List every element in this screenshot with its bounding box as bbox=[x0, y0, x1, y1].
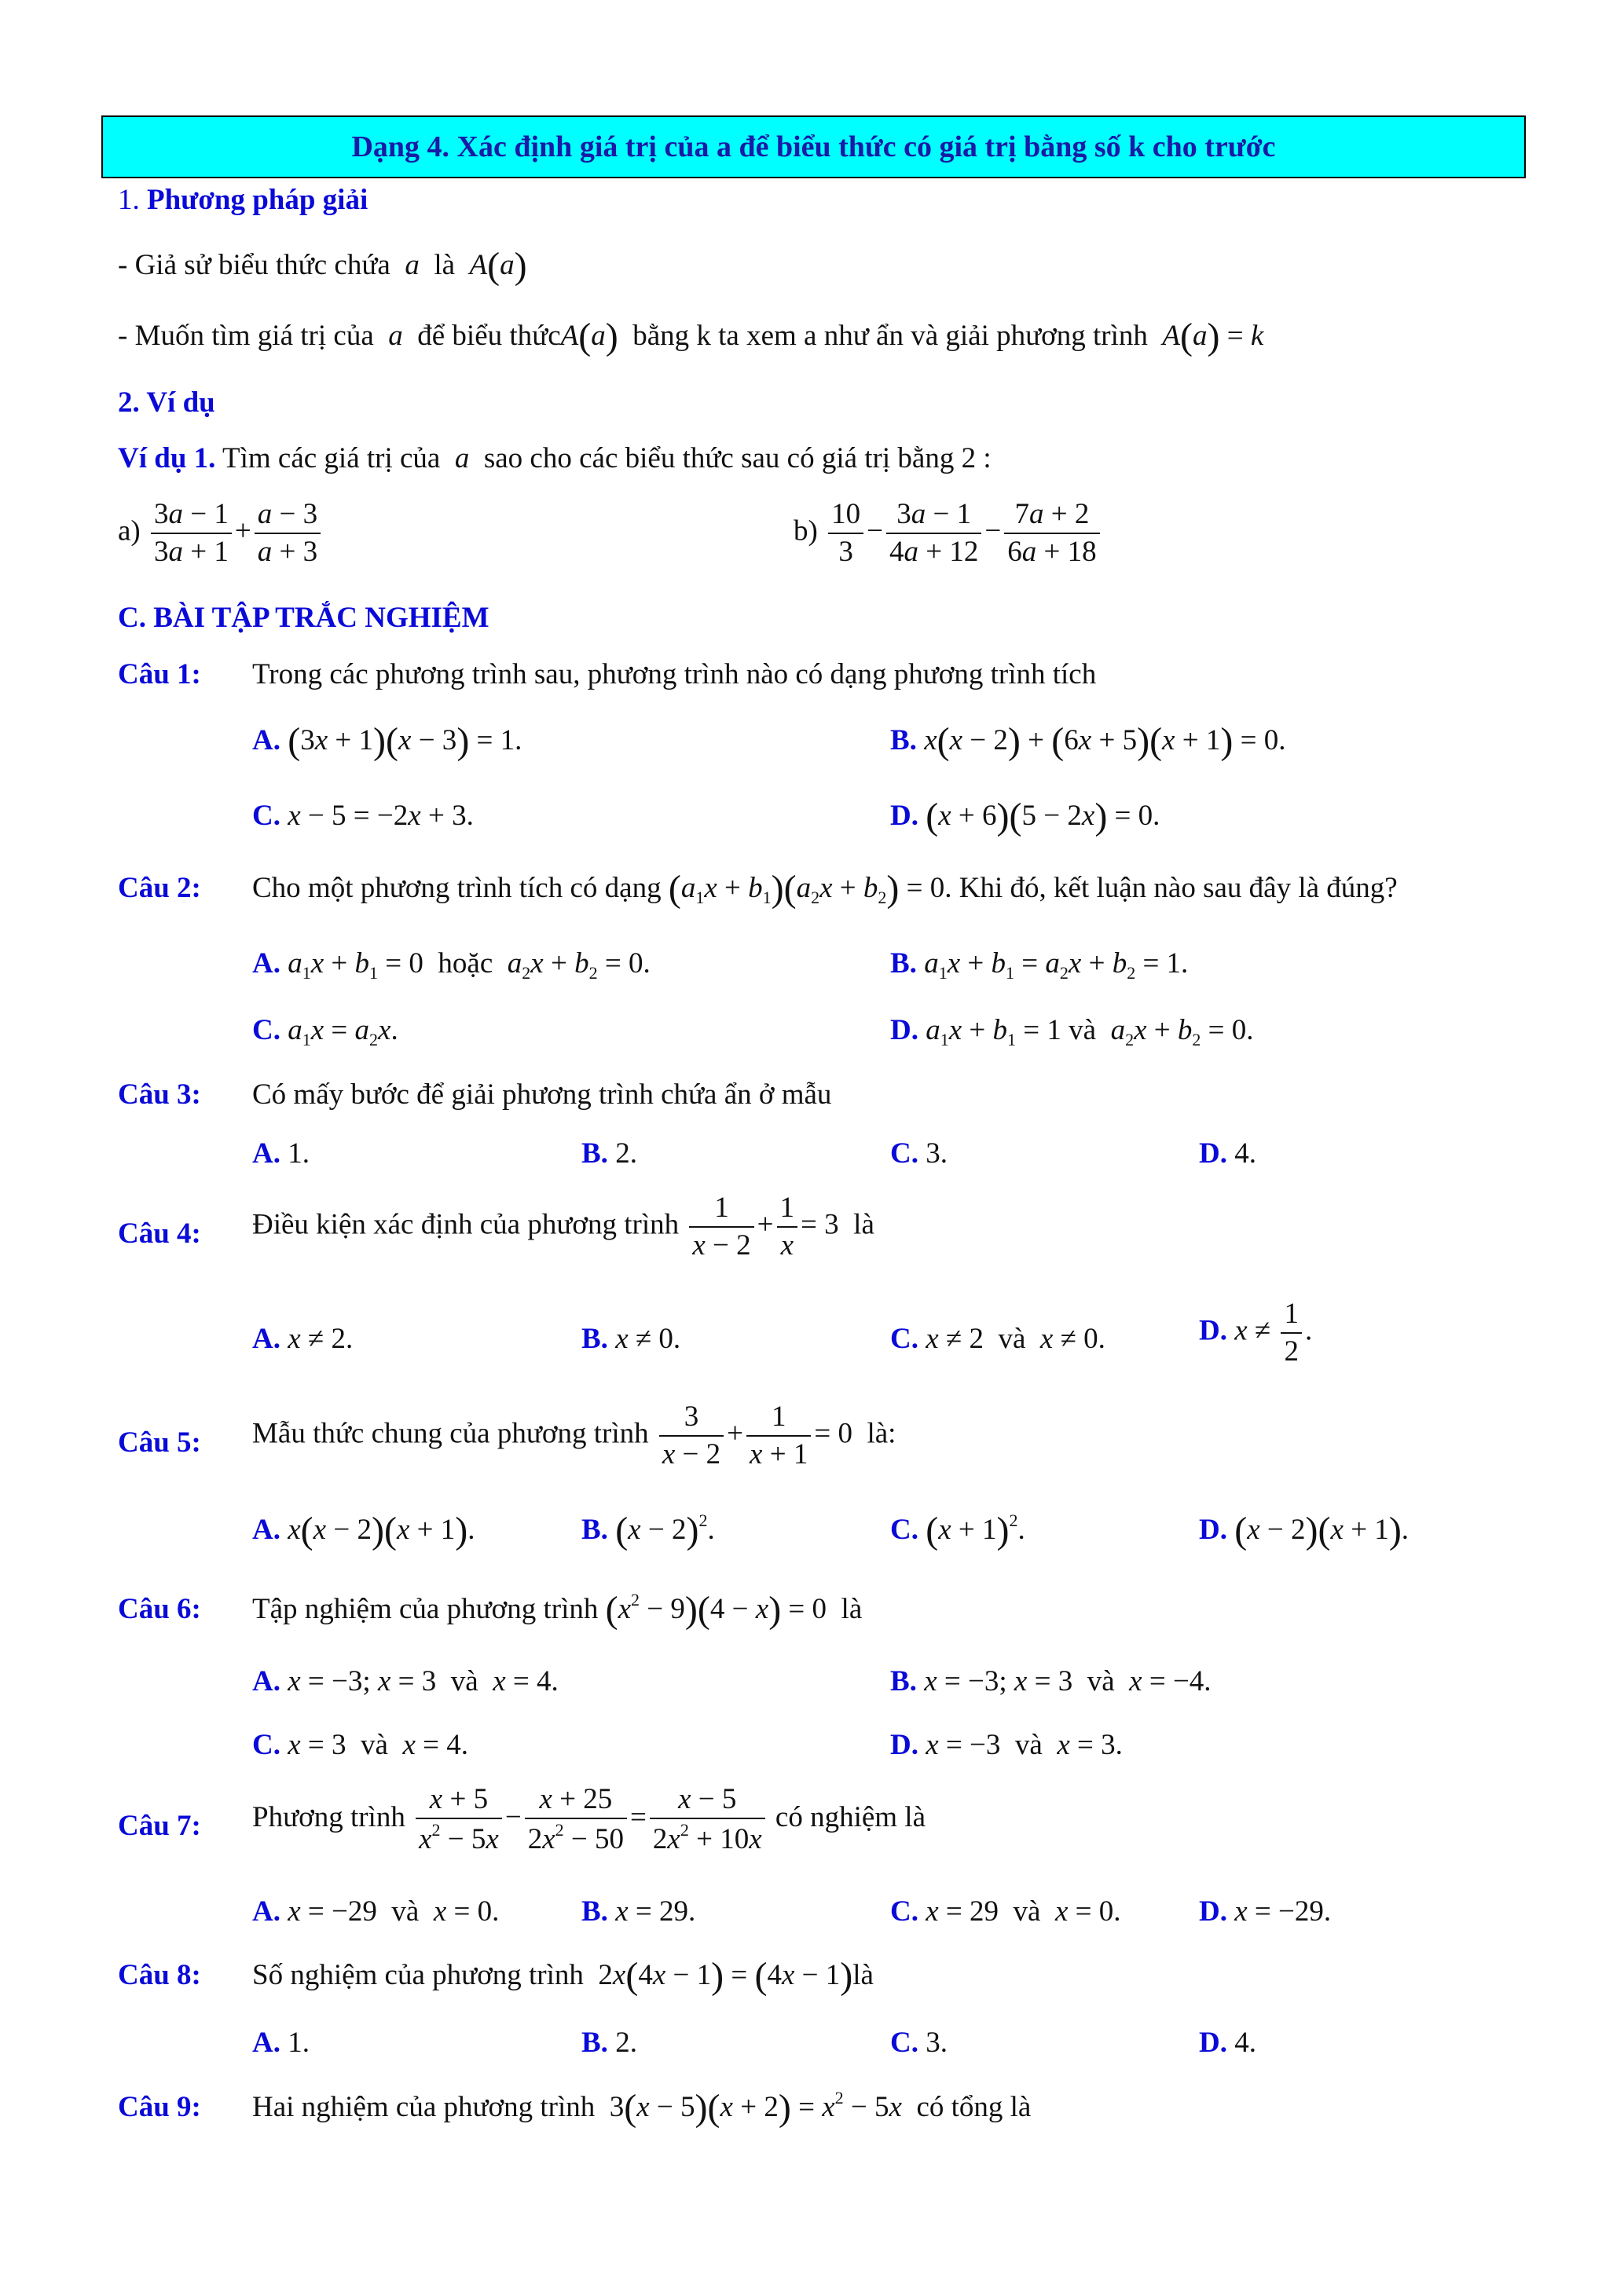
question-5: Câu 5: bbox=[118, 1426, 201, 1459]
question-4-text: Điều kiện xác định của phương trình $\frac{1}{x - 2}$ + $\frac{1}{x}$ = 3 là bbox=[252, 1192, 874, 1262]
question-8-text: Số nghiệm của phương trình 2x(4x − 1) = (4x − 1)là bbox=[252, 1955, 874, 1997]
q8-option-b[interactable]: B. 2. bbox=[581, 2027, 637, 2059]
example-1a: a) $\frac{3a - 1}{3a + 1}$ + $\frac{a - 3}{a + 3}$ bbox=[118, 496, 324, 571]
q6-option-b[interactable]: B. x = −3; x = 3 và x = −4. bbox=[890, 1665, 1212, 1697]
question-2-text: Cho một phương trình tích có dạng $(a_1x + b_1)(a_2x + b_2) = 0$. Khi đó, kết luận nào sau đây là đúng? bbox=[252, 868, 1398, 910]
q3-option-b[interactable]: B. 2. bbox=[581, 1137, 637, 1170]
q8-option-c[interactable]: C. 3. bbox=[890, 2027, 948, 2059]
method-line-1: - Giả sử biểu thức chứa a là A(a) bbox=[118, 245, 527, 287]
question-7-text: Phương trình $\frac{x + 5}{x^2 - 5x}$ − $\frac{x + 25}{2x^2 - 50}$ = $\frac{x - 5}{2x^2 + 10x}$ có nghiệm là bbox=[252, 1783, 926, 1856]
question-3: Câu 3: bbox=[118, 1078, 201, 1111]
example-1-statement: Ví dụ 1. Tìm các giá trị của a sao cho các biểu thức sau có giá trị bằng 2 : bbox=[118, 442, 992, 474]
q2-option-c[interactable]: C. $a_1x = a_2x$. bbox=[252, 1014, 398, 1049]
q2-option-d[interactable]: D. $a_1x + b_1 = 1$ và $a_2x + b_2 = 0$. bbox=[890, 1014, 1254, 1049]
q7-option-c[interactable]: C. x = 29 và x = 0. bbox=[890, 1895, 1121, 1928]
q8-option-a[interactable]: A. 1. bbox=[252, 2027, 310, 2059]
method-line-2: - Muốn tìm giá trị của a để biểu thứcA(a) bằng k ta xem a như ẩn và giải phương trình A(a) = k bbox=[118, 316, 1264, 357]
q6-option-c[interactable]: C. x = 3 và x = 4. bbox=[252, 1729, 469, 1761]
question-1-text: Trong các phương trình sau, phương trình nào có dạng phương trình tích bbox=[252, 658, 1097, 690]
q7-option-a[interactable]: A. x = −29 và x = 0. bbox=[252, 1895, 500, 1928]
q5-option-b[interactable]: B. $(x - 2)^2$. bbox=[581, 1510, 715, 1551]
q6-option-d[interactable]: D. x = −3 và x = 3. bbox=[890, 1729, 1123, 1761]
q4-option-c[interactable]: C. x ≠ 2 và x ≠ 0. bbox=[890, 1323, 1105, 1355]
section-c-heading: C. BÀI TẬP TRẮC NGHIỆM bbox=[118, 602, 489, 634]
question-4: Câu 4: bbox=[118, 1218, 201, 1250]
q1-option-b[interactable]: B. x(x − 2) + (6x + 5)(x + 1) = 0. bbox=[890, 720, 1286, 762]
q5-option-d[interactable]: D. (x − 2)(x + 1). bbox=[1199, 1510, 1410, 1551]
q7-option-b[interactable]: B. x = 29. bbox=[581, 1895, 696, 1928]
question-7: Câu 7: bbox=[118, 1810, 201, 1842]
q2-option-b[interactable]: B. $a_1x + b_1 = a_2x + b_2 = 1$. bbox=[890, 947, 1189, 983]
q5-option-c[interactable]: C. $(x + 1)^2$. bbox=[890, 1510, 1025, 1551]
q3-option-a[interactable]: A. 1. bbox=[252, 1137, 310, 1170]
q1-option-d[interactable]: D. (x + 6)(5 − 2x) = 0. bbox=[890, 796, 1160, 837]
section-2-heading: 2. Ví dụ bbox=[118, 386, 215, 419]
q3-option-c[interactable]: C. 3. bbox=[890, 1137, 948, 1170]
q4-option-b[interactable]: B. x ≠ 0. bbox=[581, 1323, 681, 1355]
section-1-heading: 1. Phương pháp giải bbox=[118, 184, 368, 216]
question-9: Câu 9: bbox=[118, 2091, 201, 2123]
question-1: Câu 1: bbox=[118, 658, 201, 690]
q3-option-d[interactable]: D. 4. bbox=[1199, 1137, 1256, 1170]
q4-option-a[interactable]: A. x ≠ 2. bbox=[252, 1323, 354, 1355]
q1-option-a[interactable]: A. (3x + 1)(x − 3) = 1. bbox=[252, 720, 522, 762]
question-6: Câu 6: bbox=[118, 1593, 201, 1625]
q1-option-c[interactable]: C. x − 5 = −2x + 3. bbox=[252, 800, 474, 832]
question-3-text: Có mấy bước để giải phương trình chứa ẩn ở mẫu bbox=[252, 1078, 832, 1111]
q7-option-d[interactable]: D. x = −29. bbox=[1199, 1895, 1332, 1928]
question-6-text: Tập nghiệm của phương trình $(x^2 - 9)(4 - x) = 0$ là bbox=[252, 1589, 863, 1631]
q8-option-d[interactable]: D. 4. bbox=[1199, 2027, 1256, 2059]
example-1b: b) $\frac{10}{3}$ − $\frac{3a - 1}{4a + 12}$ − $\frac{7a + 2}{6a + 18}$ bbox=[794, 496, 1103, 571]
q2-option-a[interactable]: A. $a_1x + b_1 = 0$ hoặc $a_2x + b_2 = 0$. bbox=[252, 947, 651, 983]
title-banner: Dạng 4. Xác định giá trị của a để biểu thức có giá trị bằng số k cho trước bbox=[101, 115, 1526, 178]
q6-option-a[interactable]: A. x = −3; x = 3 và x = 4. bbox=[252, 1665, 559, 1697]
question-5-text: Mẫu thức chung của phương trình $\frac{3}{x - 2}$ + $\frac{1}{x + 1}$ = 0 là: bbox=[252, 1401, 896, 1471]
question-8: Câu 8: bbox=[118, 1959, 201, 1991]
q5-option-a[interactable]: A. x(x − 2)(x + 1). bbox=[252, 1510, 475, 1551]
q4-option-d[interactable]: D. x ≠ $\frac{1}{2}$ . bbox=[1199, 1298, 1313, 1368]
question-2: Câu 2: bbox=[118, 872, 201, 904]
question-9-text: Hai nghiệm của phương trình $3(x - 5)(x + 2) = x^2 - 5x$ có tổng là bbox=[252, 2087, 1032, 2129]
